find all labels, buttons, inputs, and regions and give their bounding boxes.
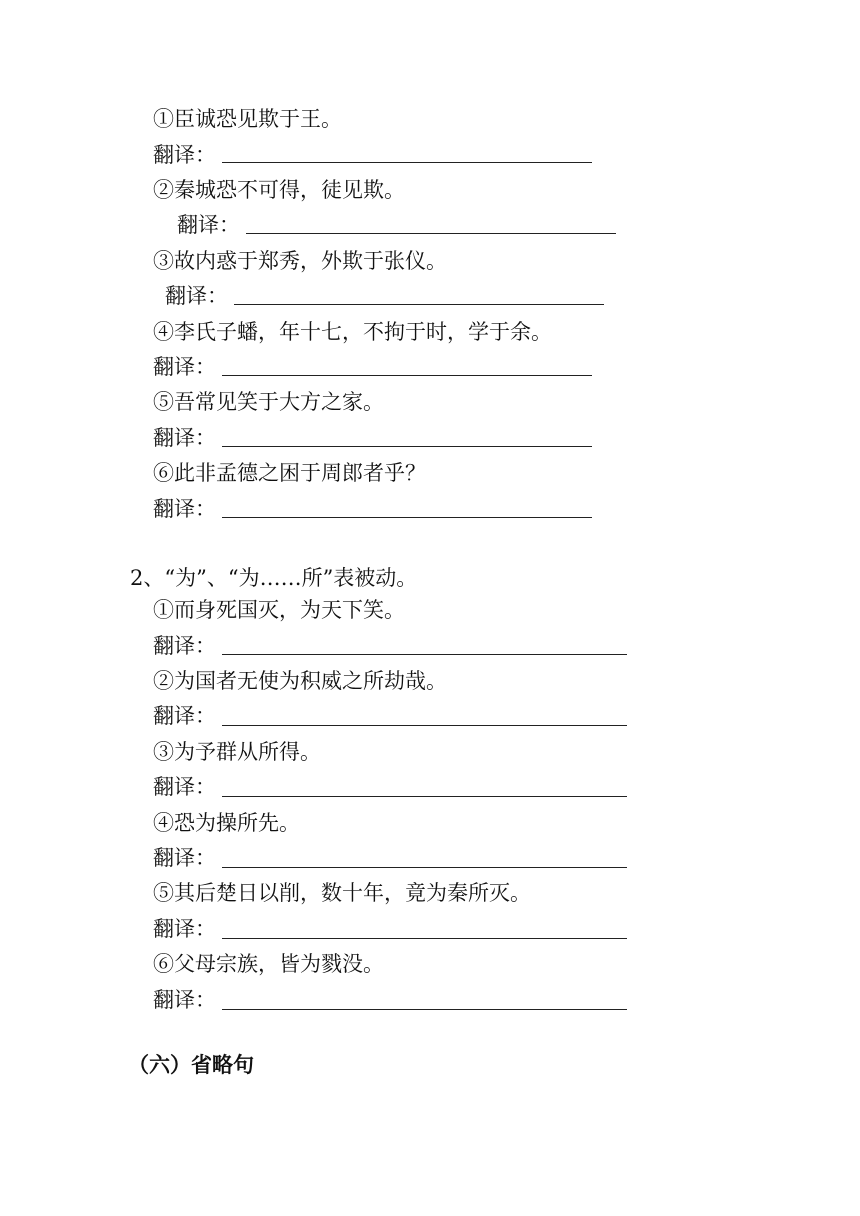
sentence-item: ②为国者无使为积威之所劫哉。 — [153, 669, 447, 693]
translation-label: 翻译： — [153, 775, 216, 799]
sentence-item: ①臣诚恐见欺于王。 — [153, 107, 342, 131]
translation-blank[interactable] — [222, 446, 592, 447]
translation-blank[interactable] — [222, 654, 627, 655]
sentence-item: ③故内惑于郑秀，外欺于张仪。 — [153, 249, 447, 273]
translation-blank[interactable] — [222, 867, 627, 868]
translation-blank[interactable] — [222, 375, 592, 376]
translation-label: 翻译： — [177, 213, 240, 237]
sentence-item: ⑤其后楚日以削，数十年，竟为秦所灭。 — [153, 881, 531, 905]
translation-label: 翻译： — [153, 143, 216, 167]
sentence-item: ⑥此非孟德之困于周郎者乎？ — [153, 461, 426, 485]
translation-blank[interactable] — [222, 938, 627, 939]
translation-blank[interactable] — [234, 304, 604, 305]
translation-label: 翻译： — [153, 846, 216, 870]
translation-label: 翻译： — [153, 634, 216, 658]
translation-label: 翻译： — [165, 284, 228, 308]
translation-label: 翻译： — [153, 497, 216, 521]
translation-label: 翻译： — [153, 988, 216, 1012]
translation-label: 翻译： — [153, 704, 216, 728]
translation-blank[interactable] — [222, 1009, 627, 1010]
sentence-item: ③为予群从所得。 — [153, 740, 321, 764]
translation-label: 翻译： — [153, 426, 216, 450]
translation-label: 翻译： — [153, 917, 216, 941]
sentence-item: ⑥父母宗族，皆为戮没。 — [153, 952, 384, 976]
sentence-item: ①而身死国灭，为天下笑。 — [153, 598, 405, 622]
sentence-item: ④李氏子蟠，年十七，不拘于时，学于余。 — [153, 320, 552, 344]
translation-blank[interactable] — [222, 517, 592, 518]
sentence-item: ②秦城恐不可得，徒见欺。 — [153, 178, 405, 202]
sentence-item: ④恐为操所先。 — [153, 811, 300, 835]
sentence-item: ⑤吾常见笑于大方之家。 — [153, 390, 384, 414]
translation-blank[interactable] — [222, 796, 627, 797]
translation-blank[interactable] — [222, 162, 592, 163]
translation-blank[interactable] — [222, 725, 627, 726]
section-heading: （六）省略句 — [128, 1053, 254, 1077]
translation-blank[interactable] — [246, 233, 616, 234]
translation-label: 翻译： — [153, 355, 216, 379]
section-title: 2、“为”、“为……所”表被动。 — [130, 566, 418, 590]
